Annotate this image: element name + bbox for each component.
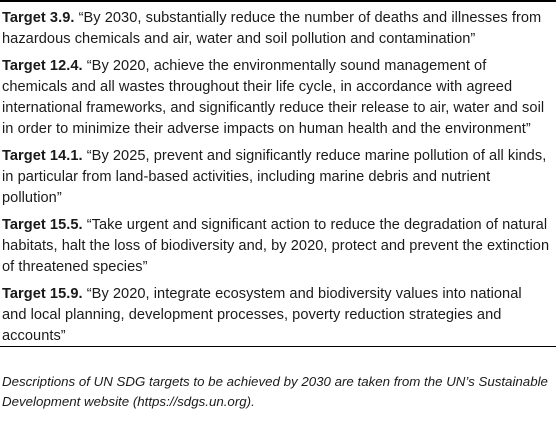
- table-footnote: Descriptions of UN SDG targets to be achieved by 2030 are taken from the UN’s Sustainable Development website (https://sdgs.un.org).: [2, 374, 548, 409]
- target-text: “By 2020, achieve the environmentally sound management of chemicals and all wastes throughout their life cycle, in accordance with agreed international frameworks, and significantly reduce their release to air, water and soil in order to minimize their adverse impacts on human health and the environment”: [2, 58, 545, 137]
- target-label: Target 15.9.: [2, 286, 83, 302]
- targets-list: [0, 8, 550, 353]
- target-text: “By 2025, prevent and significantly reduce marine pollution of all kinds, in particular from land-based activities, including marine debris and nutrient pollution”: [2, 148, 547, 206]
- target-row: [2, 56, 550, 140]
- target-row: [2, 8, 550, 50]
- target-text: “By 2020, integrate ecosystem and biodiversity values into national and local planning, development processes, poverty reduction strategies and accounts”: [2, 286, 522, 344]
- target-text: “Take urgent and significant action to reduce the degradation of natural habitats, halt the loss of biodiversity and, by 2020, protect and prevent the extinction of threatened species”: [2, 217, 550, 275]
- target-label: Target 12.4.: [2, 58, 83, 74]
- table-top-rule: [0, 0, 556, 2]
- target-row: [2, 146, 550, 209]
- target-label: Target 14.1.: [2, 148, 83, 164]
- target-row: [2, 284, 550, 347]
- target-text: “By 2030, substantially reduce the number of deaths and illnesses from hazardous chemicals and air, water and soil pollution and contamination”: [2, 10, 542, 47]
- target-row: [2, 215, 550, 278]
- table-bottom-rule: [0, 346, 556, 347]
- target-label: Target 15.5.: [2, 217, 83, 233]
- target-label: Target 3.9.: [2, 10, 75, 26]
